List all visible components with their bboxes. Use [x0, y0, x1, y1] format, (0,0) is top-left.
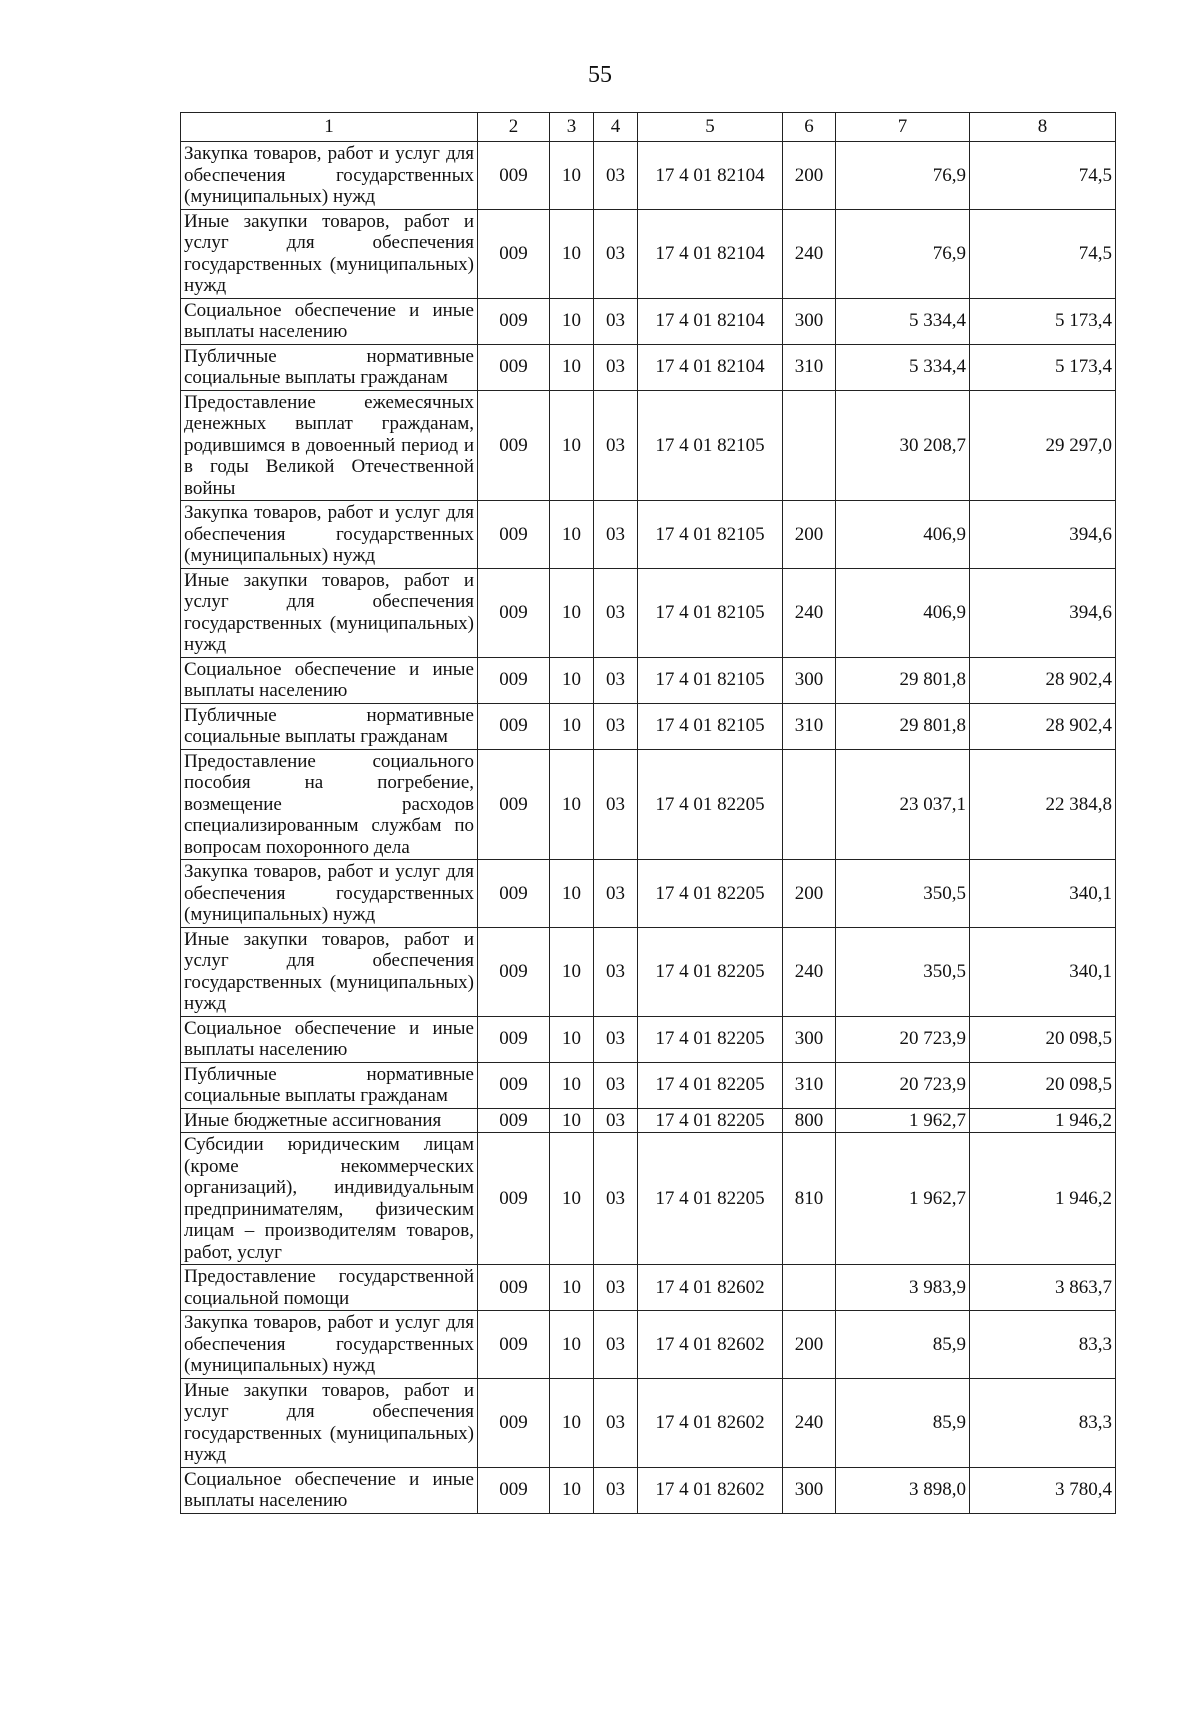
amount-cell: 74,5	[970, 142, 1116, 210]
subsection-cell: 03	[594, 298, 638, 344]
expense-name-cell: Социальное обеспечение и иные выплаты населению	[181, 657, 478, 703]
expense-type-cell: 240	[783, 927, 836, 1016]
expense-type-cell: 200	[783, 501, 836, 569]
subsection-cell: 03	[594, 1467, 638, 1513]
ministry-code-cell: 009	[478, 1062, 550, 1108]
ministry-code-cell: 009	[478, 1108, 550, 1133]
expense-type-cell: 200	[783, 1311, 836, 1379]
target-article-cell: 17 4 01 82205	[638, 927, 783, 1016]
table-row	[181, 703, 1116, 749]
target-article-cell: 17 4 01 82104	[638, 209, 783, 298]
section-cell: 10	[550, 568, 594, 657]
target-article-cell: 17 4 01 82205	[638, 1108, 783, 1133]
target-article-cell: 17 4 01 82602	[638, 1311, 783, 1379]
subsection-cell: 03	[594, 1265, 638, 1311]
column-header: 8	[970, 113, 1116, 142]
table-row	[181, 1265, 1116, 1311]
amount-cell: 406,9	[836, 501, 970, 569]
target-article-cell: 17 4 01 82205	[638, 1133, 783, 1265]
section-cell: 10	[550, 142, 594, 210]
column-header: 4	[594, 113, 638, 142]
target-article-cell: 17 4 01 82602	[638, 1378, 783, 1467]
amount-cell: 394,6	[970, 501, 1116, 569]
amount-cell: 394,6	[970, 568, 1116, 657]
target-article-cell: 17 4 01 82602	[638, 1467, 783, 1513]
ministry-code-cell: 009	[478, 1311, 550, 1379]
table-row	[181, 298, 1116, 344]
table-row	[181, 1108, 1116, 1133]
expense-type-cell	[783, 1265, 836, 1311]
amount-cell: 76,9	[836, 209, 970, 298]
ministry-code-cell: 009	[478, 657, 550, 703]
expense-type-cell: 310	[783, 344, 836, 390]
ministry-code-cell: 009	[478, 703, 550, 749]
expense-type-cell: 810	[783, 1133, 836, 1265]
expense-type-cell: 300	[783, 298, 836, 344]
section-cell: 10	[550, 657, 594, 703]
ministry-code-cell: 009	[478, 209, 550, 298]
section-cell: 10	[550, 749, 594, 860]
table-row	[181, 1133, 1116, 1265]
expense-type-cell: 200	[783, 860, 836, 928]
column-header: 3	[550, 113, 594, 142]
target-article-cell: 17 4 01 82105	[638, 501, 783, 569]
table-row	[181, 1311, 1116, 1379]
expense-name-cell: Социальное обеспечение и иные выплаты населению	[181, 1467, 478, 1513]
target-article-cell: 17 4 01 82105	[638, 657, 783, 703]
amount-cell: 350,5	[836, 927, 970, 1016]
ministry-code-cell: 009	[478, 344, 550, 390]
section-cell: 10	[550, 1062, 594, 1108]
amount-cell: 406,9	[836, 568, 970, 657]
section-cell: 10	[550, 1133, 594, 1265]
expense-name-cell: Социальное обеспечение и иные выплаты населению	[181, 1016, 478, 1062]
target-article-cell: 17 4 01 82105	[638, 703, 783, 749]
expense-name-cell: Публичные нормативные социальные выплаты гражданам	[181, 1062, 478, 1108]
amount-cell: 28 902,4	[970, 657, 1116, 703]
section-cell: 10	[550, 298, 594, 344]
amount-cell: 5 334,4	[836, 344, 970, 390]
ministry-code-cell: 009	[478, 568, 550, 657]
table-row	[181, 390, 1116, 501]
subsection-cell: 03	[594, 860, 638, 928]
expense-type-cell: 300	[783, 1016, 836, 1062]
section-cell: 10	[550, 344, 594, 390]
subsection-cell: 03	[594, 1133, 638, 1265]
section-cell: 10	[550, 501, 594, 569]
expense-name-cell: Предоставление ежемесячных денежных выплат гражданам, родившимся в довоенный период и в годы Великой Отечественной войны	[181, 390, 478, 501]
subsection-cell: 03	[594, 749, 638, 860]
table-row	[181, 568, 1116, 657]
subsection-cell: 03	[594, 501, 638, 569]
expense-name-cell: Предоставление государственной социальной помощи	[181, 1265, 478, 1311]
expense-name-cell: Социальное обеспечение и иные выплаты населению	[181, 298, 478, 344]
table-row	[181, 209, 1116, 298]
amount-cell: 340,1	[970, 860, 1116, 928]
amount-cell: 350,5	[836, 860, 970, 928]
table-row	[181, 860, 1116, 928]
column-header: 5	[638, 113, 783, 142]
amount-cell: 1 962,7	[836, 1133, 970, 1265]
section-cell: 10	[550, 703, 594, 749]
expense-type-cell	[783, 749, 836, 860]
amount-cell: 29 801,8	[836, 657, 970, 703]
target-article-cell: 17 4 01 82104	[638, 142, 783, 210]
subsection-cell: 03	[594, 209, 638, 298]
table-body	[181, 142, 1116, 1514]
expense-name-cell: Иные закупки товаров, работ и услуг для обеспечения государственных (муниципальных) нужд	[181, 209, 478, 298]
amount-cell: 22 384,8	[970, 749, 1116, 860]
amount-cell: 1 962,7	[836, 1108, 970, 1133]
section-cell: 10	[550, 390, 594, 501]
expense-name-cell: Закупка товаров, работ и услуг для обеспечения государственных (муниципальных) нужд	[181, 142, 478, 210]
amount-cell: 28 902,4	[970, 703, 1116, 749]
amount-cell: 30 208,7	[836, 390, 970, 501]
ministry-code-cell: 009	[478, 1467, 550, 1513]
subsection-cell: 03	[594, 1378, 638, 1467]
amount-cell: 3 898,0	[836, 1467, 970, 1513]
header-row	[181, 113, 1116, 142]
amount-cell: 83,3	[970, 1378, 1116, 1467]
amount-cell: 74,5	[970, 209, 1116, 298]
table-row	[181, 1062, 1116, 1108]
ministry-code-cell: 009	[478, 1016, 550, 1062]
expense-name-cell: Публичные нормативные социальные выплаты гражданам	[181, 344, 478, 390]
amount-cell: 3 780,4	[970, 1467, 1116, 1513]
amount-cell: 76,9	[836, 142, 970, 210]
subsection-cell: 03	[594, 1062, 638, 1108]
ministry-code-cell: 009	[478, 501, 550, 569]
amount-cell: 5 334,4	[836, 298, 970, 344]
ministry-code-cell: 009	[478, 749, 550, 860]
table-row	[181, 749, 1116, 860]
ministry-code-cell: 009	[478, 927, 550, 1016]
amount-cell: 5 173,4	[970, 344, 1116, 390]
amount-cell: 85,9	[836, 1378, 970, 1467]
column-header: 6	[783, 113, 836, 142]
expense-name-cell: Закупка товаров, работ и услуг для обеспечения государственных (муниципальных) нужд	[181, 860, 478, 928]
section-cell: 10	[550, 860, 594, 928]
subsection-cell: 03	[594, 344, 638, 390]
subsection-cell: 03	[594, 390, 638, 501]
target-article-cell: 17 4 01 82205	[638, 1062, 783, 1108]
ministry-code-cell: 009	[478, 1378, 550, 1467]
expense-name-cell: Субсидии юридическим лицам (кроме некоммерческих организаций), индивидуальным предпринимателям, физическим лицам – производителям товаров, работ, услуг	[181, 1133, 478, 1265]
amount-cell: 83,3	[970, 1311, 1116, 1379]
subsection-cell: 03	[594, 568, 638, 657]
section-cell: 10	[550, 1108, 594, 1133]
amount-cell: 5 173,4	[970, 298, 1116, 344]
expense-type-cell: 800	[783, 1108, 836, 1133]
expense-name-cell: Иные бюджетные ассигнования	[181, 1108, 478, 1133]
page-number: 55	[588, 62, 612, 88]
table-row	[181, 501, 1116, 569]
section-cell: 10	[550, 1467, 594, 1513]
subsection-cell: 03	[594, 657, 638, 703]
section-cell: 10	[550, 1311, 594, 1379]
subsection-cell: 03	[594, 142, 638, 210]
amount-cell: 20 723,9	[836, 1016, 970, 1062]
column-header: 2	[478, 113, 550, 142]
amount-cell: 29 801,8	[836, 703, 970, 749]
ministry-code-cell: 009	[478, 142, 550, 210]
amount-cell: 20 098,5	[970, 1062, 1116, 1108]
expense-type-cell: 240	[783, 1378, 836, 1467]
table-row	[181, 657, 1116, 703]
subsection-cell: 03	[594, 927, 638, 1016]
ministry-code-cell: 009	[478, 860, 550, 928]
table-row	[181, 344, 1116, 390]
expense-name-cell: Иные закупки товаров, работ и услуг для обеспечения государственных (муниципальных) нужд	[181, 927, 478, 1016]
target-article-cell: 17 4 01 82602	[638, 1265, 783, 1311]
expense-name-cell: Иные закупки товаров, работ и услуг для обеспечения государственных (муниципальных) нужд	[181, 1378, 478, 1467]
target-article-cell: 17 4 01 82104	[638, 344, 783, 390]
amount-cell: 340,1	[970, 927, 1116, 1016]
amount-cell: 85,9	[836, 1311, 970, 1379]
expense-name-cell: Иные закупки товаров, работ и услуг для обеспечения государственных (муниципальных) нужд	[181, 568, 478, 657]
amount-cell: 29 297,0	[970, 390, 1116, 501]
amount-cell: 23 037,1	[836, 749, 970, 860]
expense-name-cell: Публичные нормативные социальные выплаты гражданам	[181, 703, 478, 749]
subsection-cell: 03	[594, 1311, 638, 1379]
target-article-cell: 17 4 01 82205	[638, 860, 783, 928]
section-cell: 10	[550, 209, 594, 298]
target-article-cell: 17 4 01 82205	[638, 1016, 783, 1062]
amount-cell: 1 946,2	[970, 1108, 1116, 1133]
amount-cell: 3 863,7	[970, 1265, 1116, 1311]
expense-type-cell	[783, 390, 836, 501]
expense-type-cell: 200	[783, 142, 836, 210]
column-header: 1	[181, 113, 478, 142]
table-row	[181, 142, 1116, 210]
expense-type-cell: 300	[783, 657, 836, 703]
target-article-cell: 17 4 01 82104	[638, 298, 783, 344]
amount-cell: 3 983,9	[836, 1265, 970, 1311]
expense-type-cell: 240	[783, 209, 836, 298]
ministry-code-cell: 009	[478, 1265, 550, 1311]
expense-name-cell: Закупка товаров, работ и услуг для обеспечения государственных (муниципальных) нужд	[181, 1311, 478, 1379]
expense-type-cell: 300	[783, 1467, 836, 1513]
amount-cell: 1 946,2	[970, 1133, 1116, 1265]
section-cell: 10	[550, 1378, 594, 1467]
expense-type-cell: 240	[783, 568, 836, 657]
column-header: 7	[836, 113, 970, 142]
expense-name-cell: Предоставление социального пособия на погребение, возмещение расходов специализированным службам по вопросам похоронного дела	[181, 749, 478, 860]
subsection-cell: 03	[594, 703, 638, 749]
table-row	[181, 1378, 1116, 1467]
target-article-cell: 17 4 01 82205	[638, 749, 783, 860]
amount-cell: 20 098,5	[970, 1016, 1116, 1062]
table-row	[181, 1467, 1116, 1513]
section-cell: 10	[550, 927, 594, 1016]
ministry-code-cell: 009	[478, 390, 550, 501]
subsection-cell: 03	[594, 1016, 638, 1062]
target-article-cell: 17 4 01 82105	[638, 568, 783, 657]
subsection-cell: 03	[594, 1108, 638, 1133]
amount-cell: 20 723,9	[836, 1062, 970, 1108]
table-row	[181, 1016, 1116, 1062]
section-cell: 10	[550, 1265, 594, 1311]
ministry-code-cell: 009	[478, 1133, 550, 1265]
ministry-code-cell: 009	[478, 298, 550, 344]
table-row	[181, 927, 1116, 1016]
section-cell: 10	[550, 1016, 594, 1062]
budget-table	[180, 112, 1116, 1514]
target-article-cell: 17 4 01 82105	[638, 390, 783, 501]
expense-type-cell: 310	[783, 703, 836, 749]
expense-type-cell: 310	[783, 1062, 836, 1108]
expense-name-cell: Закупка товаров, работ и услуг для обеспечения государственных (муниципальных) нужд	[181, 501, 478, 569]
